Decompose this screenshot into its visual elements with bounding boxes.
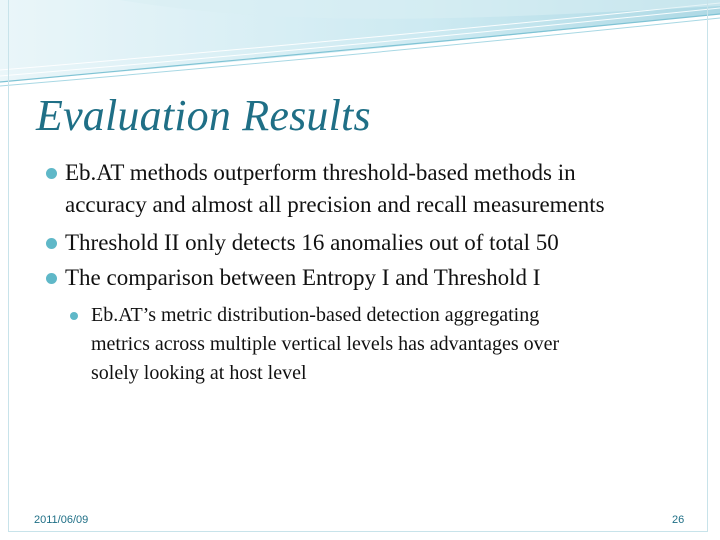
page-number: 26 — [672, 514, 685, 526]
sub-bullet-line: metrics across multiple vertical levels has advantages over — [91, 333, 560, 355]
bullet-dot-icon — [46, 238, 57, 249]
bullet-line: Eb.AT methods outperform threshold-based methods in — [65, 160, 576, 185]
bullet-line: Threshold II only detects 16 anomalies out of total 50 — [65, 230, 559, 255]
sub-bullet-dot-icon — [70, 312, 78, 320]
bullet-line: accuracy and almost all precision and recall measurements — [65, 192, 605, 217]
sub-bullet-line: Eb.AT’s metric distribution-based detection aggregating — [91, 304, 540, 326]
bullet-dot-icon — [46, 273, 57, 284]
bullet-line: The comparison between Entropy I and Threshold I — [65, 265, 541, 290]
slide-title: Evaluation Results — [36, 91, 371, 140]
sub-bullet-line: solely looking at host level — [91, 362, 307, 384]
bullet-dot-icon — [46, 168, 57, 179]
footer-date: 2011/06/09 — [34, 514, 89, 526]
